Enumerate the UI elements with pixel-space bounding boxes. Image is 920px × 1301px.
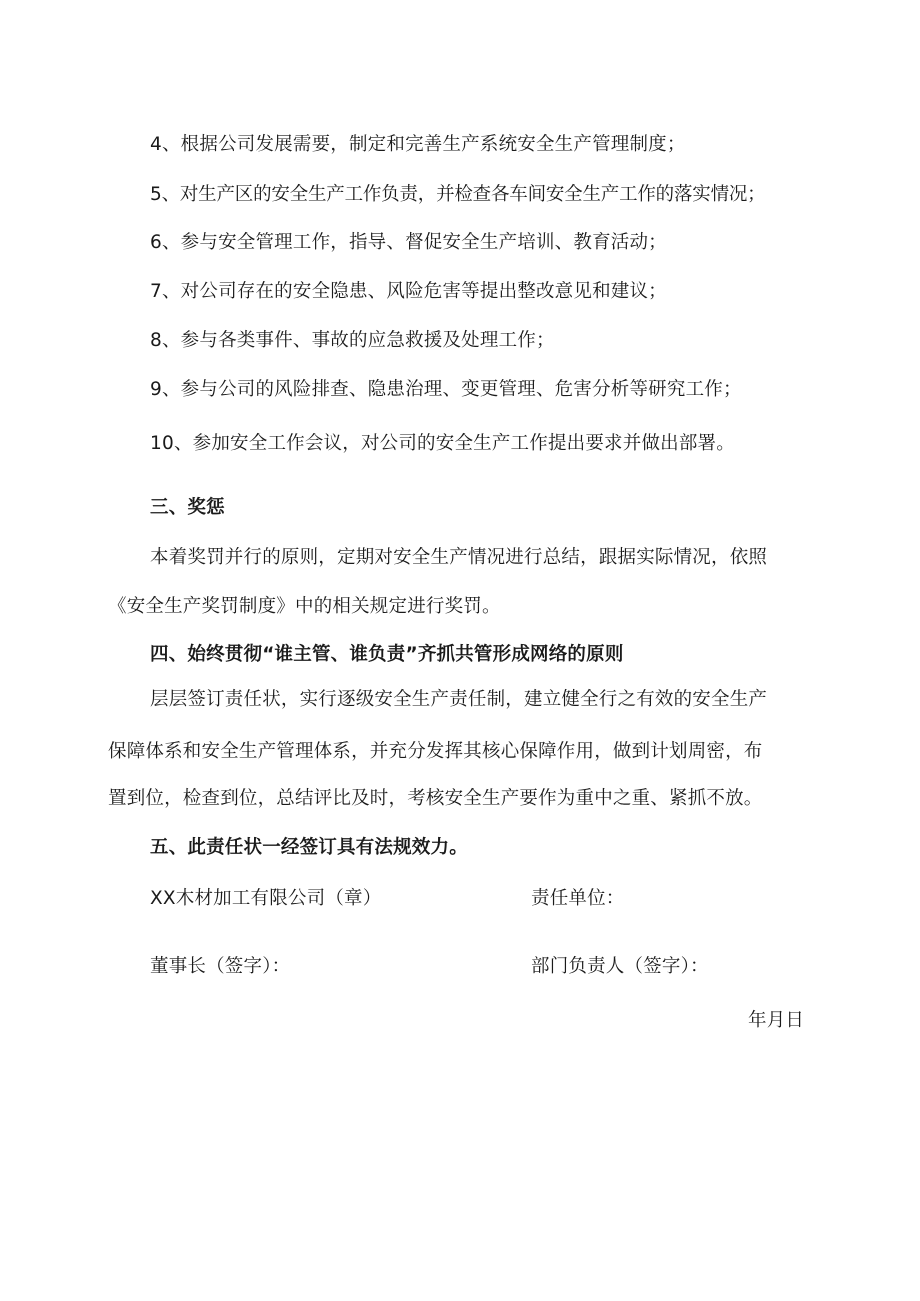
responsible-unit-label: 责任单位：	[531, 888, 625, 909]
section-5-heading: 五、此责任状一经签订具有法规效力。	[150, 837, 468, 858]
duty-item-9: 9、参与公司的风险排查、隐患治理、变更管理、危害分析等研究工作；	[150, 379, 742, 400]
duty-item-10: 10、参加安全工作会议，对公司的安全生产工作提出要求并做出部署。	[150, 433, 735, 454]
section-3-paragraph-line: 本着奖罚并行的原则，定期对安全生产情况进行总结，跟据实际情况，依照	[150, 547, 768, 568]
section-4-paragraph-line: 层层签订责任状，实行逐级安全生产责任制，建立健全行之有效的安全生产	[150, 689, 768, 710]
duty-item-5: 5、对生产区的安全生产工作负责，并检查各车间安全生产工作的落实情况；	[150, 184, 766, 205]
date-label: 年月日	[748, 1010, 805, 1031]
section-3-paragraph-line: 《安全生产奖罚制度》中的相关规定进行奖罚。	[108, 596, 501, 617]
section-4-paragraph-line: 保障体系和安全生产管理体系，并充分发挥其核心保障作用，做到计划周密，布	[108, 741, 763, 762]
dept-head-signature-label: 部门负责人（签字）：	[531, 956, 709, 977]
section-4-heading: 四、始终贯彻“谁主管、谁负责”齐抓共管形成网络的原则	[150, 644, 624, 665]
duty-item-8: 8、参与各类事件、事故的应急救援及处理工作；	[150, 330, 555, 351]
section-4-paragraph-line: 置到位，检查到位，总结评比及时，考核安全生产要作为重中之重、紧抓不放。	[108, 788, 763, 809]
duty-item-4: 4、根据公司发展需要，制定和完善生产系统安全生产管理制度；	[150, 134, 686, 155]
duty-item-7: 7、对公司存在的安全隐患、风险危害等提出整改意见和建议；	[150, 281, 667, 302]
company-seal-label: XX木材加工有限公司（章）	[150, 888, 382, 909]
section-3-heading: 三、奖惩	[150, 497, 225, 518]
duty-item-6: 6、参与安全管理工作，指导、督促安全生产培训、教育活动；	[150, 232, 667, 253]
chairman-signature-label: 董事长（签字）：	[150, 956, 291, 977]
